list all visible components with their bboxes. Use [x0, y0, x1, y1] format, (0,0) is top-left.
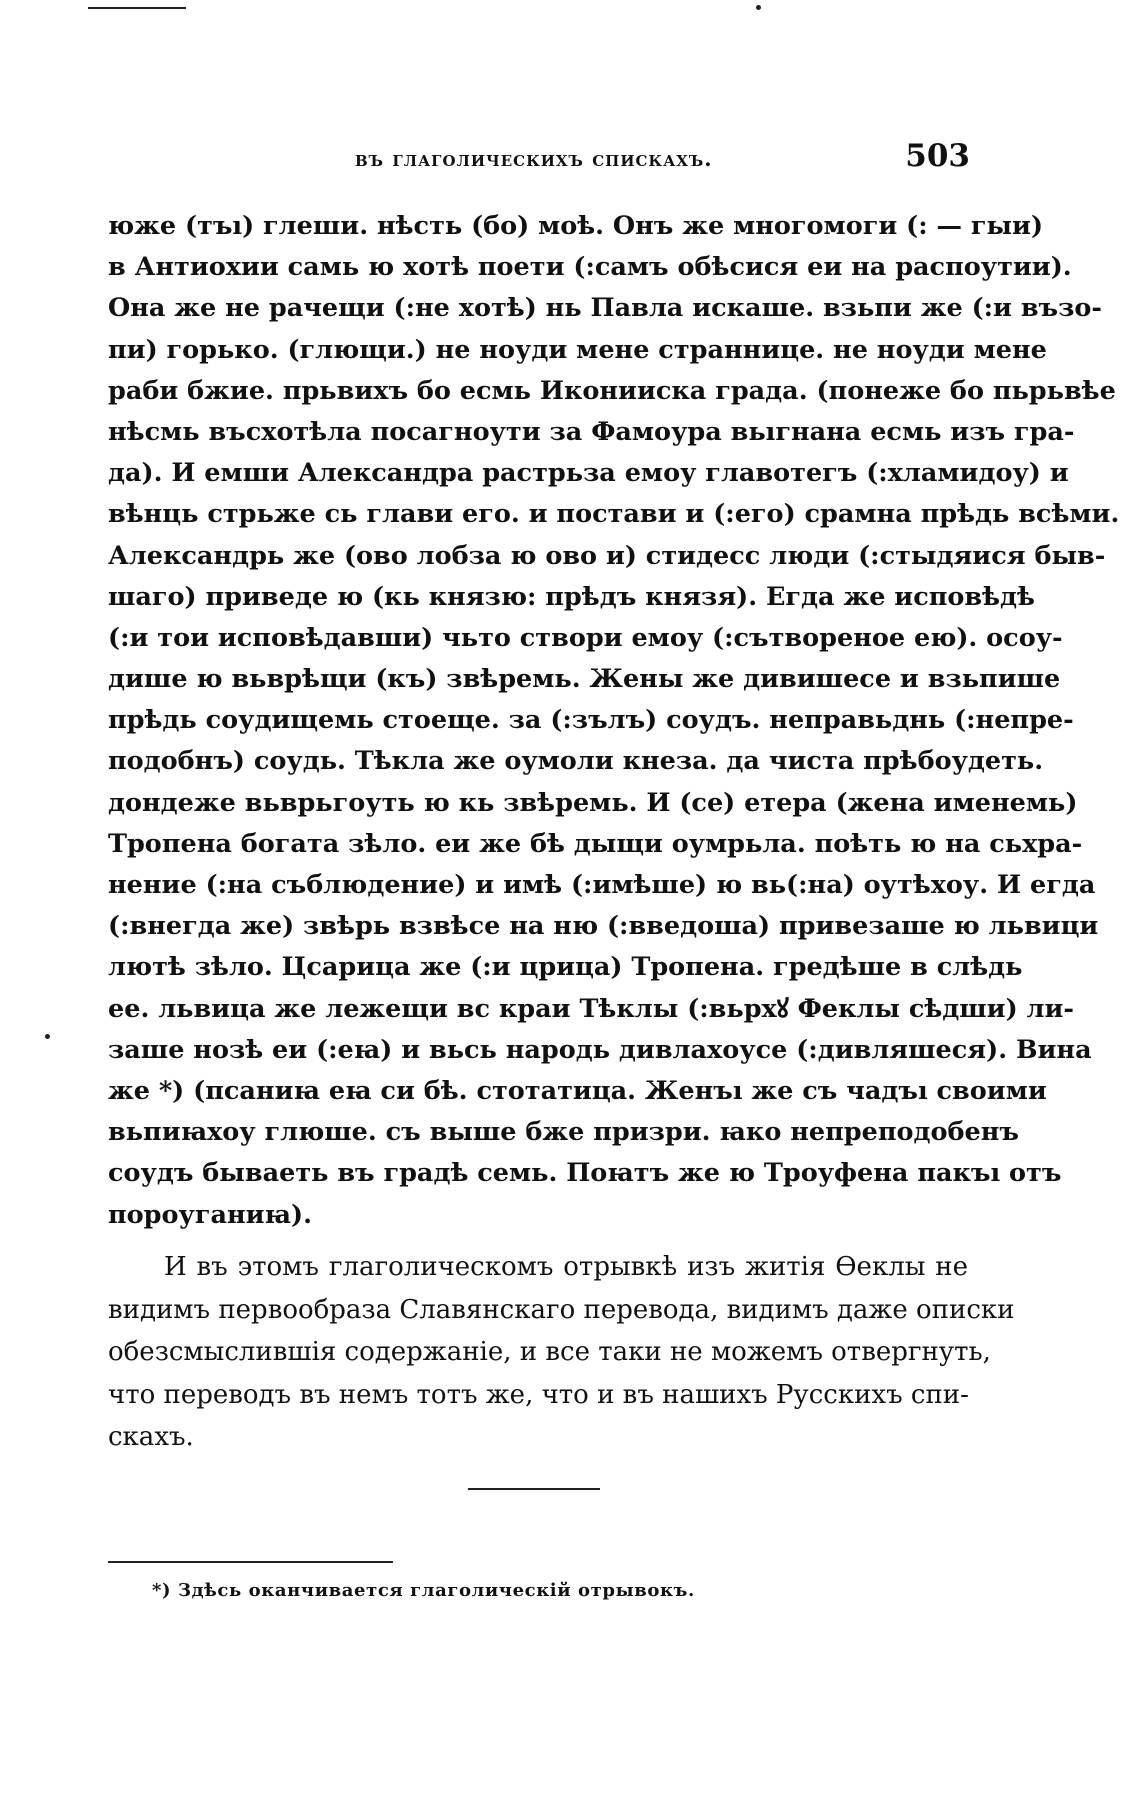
text-line: Александрь же (ово лобза ю ово и) стидесс люди (:стыдяися быв-	[108, 540, 1106, 571]
footnote-rule	[108, 1561, 393, 1563]
text-line: пороуганиꙗ).	[108, 1199, 312, 1230]
text-line: подобнъ) соудь. Тѣкла же оумоли кнеза. да чиста прѣбоудеть.	[108, 746, 1044, 777]
text-line: (:и тои исповѣдавши) чьто створи емоу (:сътвореное ею). осоу-	[108, 622, 1063, 653]
main-text-block	[108, 206, 1120, 1236]
text-line: вѣнць стрьже сь глави его. и постави и (:его) срамна прѣдь всѣми.	[108, 499, 1120, 530]
text-line: прѣдь соудищемь стоеще. за (:зълъ) соудъ. неправьднь (:непре-	[108, 705, 1074, 736]
text-line: вьпиꙗхоу глюше. съ выше бже призри. ꙗко непреподобенъ	[108, 1117, 1019, 1148]
footnote: *) Здѣсь оканчивается глаголическій отрывокъ.	[152, 1580, 695, 1601]
scan-artifact-dot	[45, 1034, 50, 1039]
scan-artifact-line	[88, 7, 186, 9]
text-line: видимъ первообраза Славянскаго перевода, видимъ даже описки	[108, 1294, 1015, 1325]
text-line: обезсмыслившія содержаніе, и все таки не можемъ отвергнуть,	[108, 1337, 991, 1367]
text-line: И въ этомъ глаголическомъ отрывкѣ изъ житія Ѳеклы не	[164, 1252, 968, 1282]
text-line: в Антиохии самь ю хотѣ поети (:самъ обѣсися еи на распоутии).	[108, 252, 1072, 283]
text-line: Она же не рачещи (:не хотѣ) нь Павла искаше. взьпи же (:и възо-	[108, 293, 1102, 324]
text-line: Тропена богата зѣло. еи же бѣ дыщи оумрьла. поѣть ю на сьхра-	[108, 828, 1083, 859]
text-line: соудъ бываеть въ градѣ семь. Поꙗтъ же ю Троуфена пакъı отъ	[108, 1158, 1062, 1189]
running-head: въ глаголическихъ спискахъ.	[355, 146, 713, 171]
text-line: юже (тъı) глеши. нѣсть (бо) моѣ. Онъ же многомоги (: — гыи)	[108, 211, 1044, 241]
text-line: нѣсмь въсхотѣла посагноути за Фамоура вьıгнана есмь изъ гра-	[108, 416, 1075, 447]
section-end-rule	[468, 1488, 600, 1490]
text-line: дише ю вьврѣщи (къ) звѣремь. Жены же дивишесе и взьпише	[108, 664, 1061, 695]
text-line: что переводъ въ немъ тотъ же, что и въ нашихъ Русскихъ спи-	[108, 1379, 969, 1410]
text-line: лютѣ зѣло. Цсарица же (:и црица) Тропена. гредѣше в слѣдь	[108, 952, 1023, 983]
text-line: (:внегда же) звѣрь взвѣсе на ню (:введоша) привезаше ю львици	[108, 911, 1099, 942]
text-line: да). И емши Александра растрьза емоу главотегъ (:хламидоу) и	[108, 458, 1069, 489]
scan-artifact-dot	[756, 5, 761, 10]
text-line: ее. львица же лежещи вс краи Тѣклы (:вьрхꙋ Феклы сѣдши) ли-	[108, 993, 1075, 1024]
text-line: же *) (псаниꙗ еꙗ си бѣ. стотатица. Женъı же съ чадъı своими	[108, 1075, 1047, 1106]
text-line: пи) горько. (глющи.) не ноуди мене страннице. не ноуди мене	[108, 334, 1047, 365]
text-line: заше нозѣ еи (:еꙗ) и вьсь народь дивлахоусе (:дивляшеся). Вина	[108, 1034, 1092, 1065]
page-number: 503	[905, 138, 970, 174]
text-line: раби бжие. прьвихъ бо есмь Иконииска града. (понеже бо пьрьвѣе	[108, 375, 1116, 406]
commentary-paragraph	[108, 1246, 1015, 1459]
text-line: шаго) приведе ю (кь князю: прѣдъ князя). Егда же исповѣдѣ	[108, 581, 1035, 612]
text-line: дондеже вьврьгоуть ю кь звѣремь. И (се) етера (жена именемь)	[108, 787, 1078, 818]
text-line: нение (:на съблюдение) и имѣ (:имѣше) ю вь(:на) оутѣхоу. И егда	[108, 870, 1096, 900]
text-line: скахъ.	[108, 1422, 194, 1452]
